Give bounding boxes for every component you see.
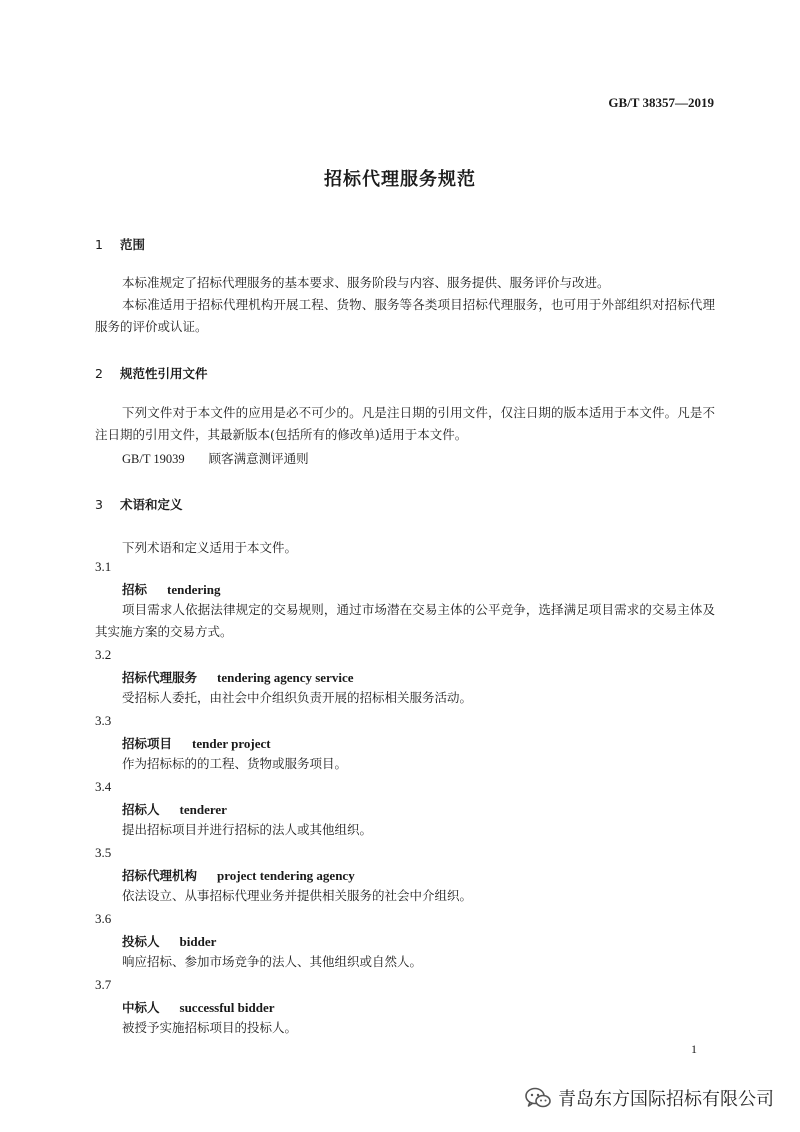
term-heading bbox=[122, 932, 216, 950]
term-en: successful bidder bbox=[179, 1000, 275, 1015]
term-heading bbox=[122, 866, 355, 884]
section-title: 术语和定义 bbox=[120, 497, 183, 512]
term-definition: 作为招标标的的工程、货物或服务项目。 bbox=[122, 756, 348, 771]
section-2-heading bbox=[95, 364, 208, 382]
term-heading bbox=[122, 800, 227, 818]
section-1-paragraph-1: 本标准规定了招标代理服务的基本要求、服务阶段与内容、服务提供、服务评价与改进。 bbox=[122, 275, 610, 290]
term-number: 3.1 bbox=[95, 559, 112, 574]
reference-code: GB/T 19039 bbox=[122, 452, 185, 466]
term-en: tendering bbox=[167, 582, 221, 597]
term-zh: 招标代理机构 bbox=[122, 868, 198, 883]
term-en: bidder bbox=[179, 934, 217, 949]
section-number: 3 bbox=[95, 497, 103, 512]
term-zh: 投标人 bbox=[122, 934, 160, 949]
term-heading bbox=[122, 668, 353, 686]
term-definition: 依法设立、从事招标代理业务并提供相关服务的社会中介组织。 bbox=[122, 888, 473, 903]
section-number: 2 bbox=[95, 366, 103, 381]
section-3-intro: 下列术语和定义适用于本文件。 bbox=[122, 540, 298, 555]
standard-number: GB/T 38357—2019 bbox=[608, 95, 714, 110]
term-definition: 被授予实施招标项目的投标人。 bbox=[122, 1020, 298, 1035]
term-heading bbox=[122, 998, 275, 1016]
section-3-heading bbox=[95, 495, 183, 513]
section-1-paragraph-2: 本标准适用于招标代理机构开展工程、货物、服务等各类项目招标代理服务，也可用于外部组织对招标代理服务的评价或认证。 bbox=[95, 297, 715, 334]
term-zh: 中标人 bbox=[122, 1000, 160, 1015]
term-definition: 提出招标项目并进行招标的法人或其他组织。 bbox=[122, 822, 373, 837]
wechat-icon bbox=[524, 1086, 552, 1110]
section-title: 范围 bbox=[120, 237, 146, 252]
section-title: 规范性引用文件 bbox=[120, 366, 208, 381]
reference-title: 顾客满意测评通则 bbox=[208, 451, 309, 466]
term-heading bbox=[122, 580, 220, 598]
term-number: 3.3 bbox=[95, 713, 112, 728]
normative-reference bbox=[122, 449, 309, 467]
document-title: 招标代理服务规范 bbox=[324, 169, 476, 190]
term-definition: 受招标人委托，由社会中介组织负责开展的招标相关服务活动。 bbox=[122, 690, 473, 705]
watermark-text: 青岛东方国际招标有限公司 bbox=[558, 1089, 774, 1110]
term-en: tenderer bbox=[179, 802, 227, 817]
term-en: project tendering agency bbox=[217, 868, 355, 883]
term-zh: 招标代理服务 bbox=[122, 670, 198, 685]
term-number: 3.4 bbox=[95, 779, 112, 794]
term-en: tender project bbox=[192, 736, 271, 751]
term-zh: 招标 bbox=[122, 582, 148, 597]
watermark bbox=[524, 1083, 774, 1113]
section-1-heading bbox=[95, 235, 145, 253]
term-definition: 项目需求人依据法律规定的交易规则，通过市场潜在交易主体的公平竞争，选择满足项目需求的交易主体及其实施方案的交易方式。 bbox=[95, 602, 715, 639]
term-zh: 招标项目 bbox=[122, 736, 173, 751]
term-number: 3.7 bbox=[95, 977, 112, 992]
term-number: 3.2 bbox=[95, 647, 112, 662]
term-en: tendering agency service bbox=[217, 670, 354, 685]
term-number: 3.5 bbox=[95, 845, 112, 860]
page-number: 1 bbox=[691, 1042, 697, 1056]
section-2-paragraph: 下列文件对于本文件的应用是必不可少的。凡是注日期的引用文件，仅注日期的版本适用于本文件。凡是不注日期的引用文件，其最新版本(包括所有的修改单)适用于本文件。 bbox=[95, 405, 715, 442]
term-definition: 响应招标、参加市场竞争的法人、其他组织或自然人。 bbox=[122, 954, 423, 969]
term-heading bbox=[122, 734, 271, 752]
term-zh: 招标人 bbox=[122, 802, 160, 817]
term-number: 3.6 bbox=[95, 911, 112, 926]
section-number: 1 bbox=[95, 237, 103, 252]
